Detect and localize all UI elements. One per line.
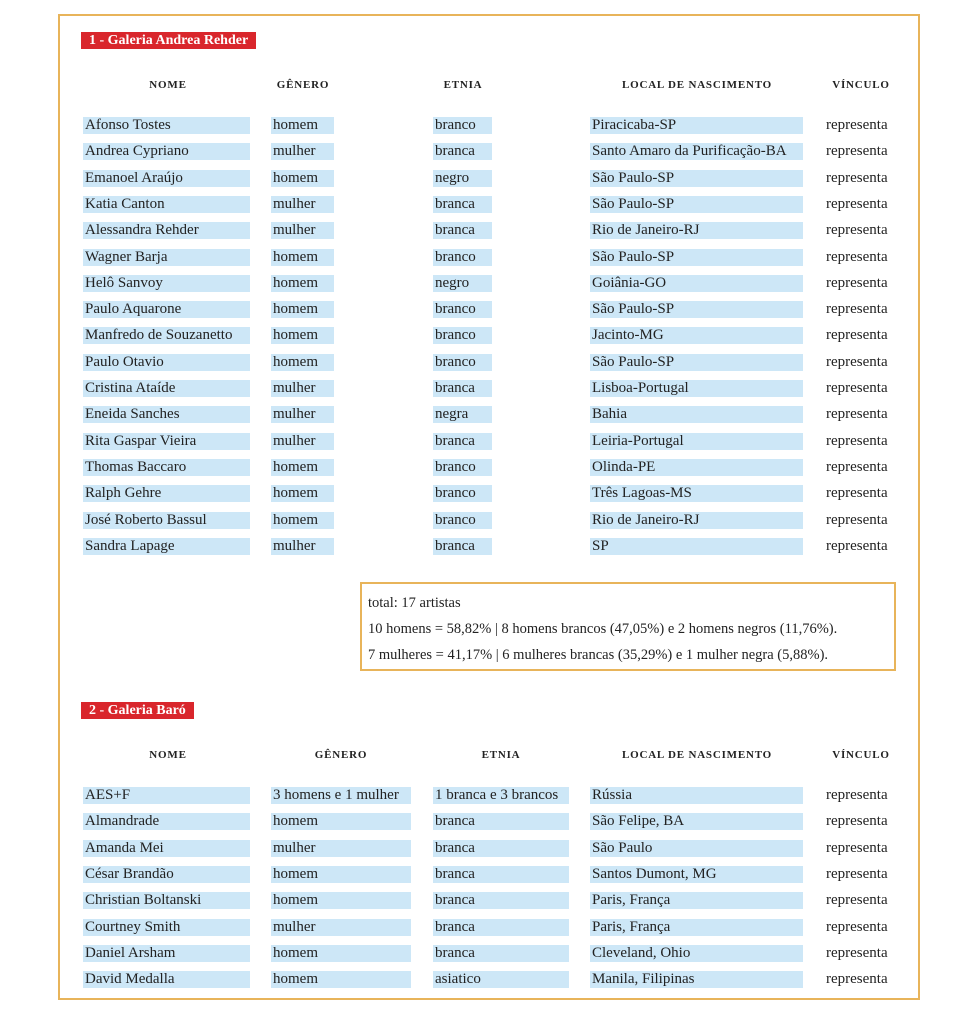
cell-name: Christian Boltanski <box>83 892 250 909</box>
header-link: VÍNCULO <box>832 749 890 761</box>
cell-birthplace: São Paulo-SP <box>590 249 803 266</box>
cell-birthplace: Olinda-PE <box>590 459 803 476</box>
cell-ethnicity: branca <box>433 380 492 397</box>
cell-name: Katia Canton <box>83 196 250 213</box>
cell-birthplace: Paris, França <box>590 892 803 909</box>
cell-gender: homem <box>271 813 411 830</box>
cell-gender: mulher <box>271 840 411 857</box>
cell-link: representa <box>826 406 888 423</box>
header-ethnicity: ETNIA <box>481 749 521 761</box>
cell-gender: homem <box>271 301 334 318</box>
cell-birthplace: Lisboa-Portugal <box>590 380 803 397</box>
cell-birthplace: Piracicaba-SP <box>590 117 803 134</box>
cell-link: representa <box>826 117 888 133</box>
cell-birthplace: São Felipe, BA <box>590 813 803 830</box>
cell-name: Alessandra Rehder <box>83 222 250 239</box>
cell-birthplace: Santos Dumont, MG <box>590 866 803 883</box>
cell-birthplace: Santo Amaro da Purificação-BA <box>590 143 803 160</box>
totals-box <box>360 582 896 671</box>
cell-ethnicity: negra <box>433 406 492 423</box>
cell-birthplace: Leiria-Portugal <box>590 433 803 450</box>
cell-ethnicity: branca <box>433 866 569 883</box>
cell-link: representa <box>826 248 888 265</box>
cell-name: Almandrade <box>83 813 250 830</box>
cell-name: Sandra Lapage <box>83 538 250 555</box>
cell-ethnicity: negro <box>433 275 492 292</box>
cell-ethnicity: 1 branca e 3 brancos <box>433 787 569 804</box>
cell-link: representa <box>826 787 888 803</box>
cell-birthplace: Cleveland, Ohio <box>590 945 803 962</box>
totals-line-2: 10 homens = 58,82% | 8 homens brancos (47,05%) e 2 homens negros (11,76%). <box>368 621 838 637</box>
cell-birthplace: São Paulo-SP <box>590 354 803 371</box>
cell-birthplace: Jacinto-MG <box>590 327 803 344</box>
cell-name: Paulo Otavio <box>83 354 250 371</box>
cell-gender: mulher <box>271 222 334 239</box>
cell-ethnicity: branca <box>433 919 569 936</box>
cell-link: representa <box>826 511 888 528</box>
cell-ethnicity: branco <box>433 512 492 529</box>
header-name: NOME <box>149 749 187 761</box>
cell-name: José Roberto Bassul <box>83 512 250 529</box>
cell-gender: mulher <box>271 196 334 213</box>
cell-ethnicity: branco <box>433 354 492 371</box>
cell-link: representa <box>826 353 888 370</box>
cell-link: representa <box>826 327 888 344</box>
cell-name: Rita Gaspar Vieira <box>83 433 250 450</box>
cell-link: representa <box>826 169 888 186</box>
cell-gender: mulher <box>271 380 334 397</box>
cell-ethnicity: branca <box>433 222 492 239</box>
header-birthplace: LOCAL DE NASCIMENTO <box>621 749 773 761</box>
cell-gender: homem <box>271 512 334 529</box>
cell-birthplace: São Paulo-SP <box>590 170 803 187</box>
cell-name: Helô Sanvoy <box>83 275 250 292</box>
cell-name: Amanda Mei <box>83 840 250 857</box>
cell-ethnicity: branca <box>433 945 569 962</box>
cell-link: representa <box>826 839 888 856</box>
cell-ethnicity: branco <box>433 485 492 502</box>
cell-link: representa <box>826 813 888 830</box>
cell-link: representa <box>826 944 888 961</box>
cell-name: Ralph Gehre <box>83 485 250 502</box>
cell-ethnicity: branco <box>433 459 492 476</box>
cell-link: representa <box>826 274 888 291</box>
cell-link: representa <box>826 865 888 882</box>
cell-birthplace: Paris, França <box>590 919 803 936</box>
cell-gender: homem <box>271 866 411 883</box>
cell-gender: homem <box>271 485 334 502</box>
totals-line-3: 7 mulheres = 41,17% | 6 mulheres brancas (35,29%) e 1 mulher negra (5,88%). <box>368 647 829 663</box>
cell-link: representa <box>826 195 888 212</box>
cell-gender: homem <box>271 354 334 371</box>
cell-name: Wagner Barja <box>83 249 250 266</box>
cell-link: representa <box>826 537 888 554</box>
cell-ethnicity: branca <box>433 538 492 555</box>
cell-gender: 3 homens e 1 mulher <box>271 787 411 804</box>
cell-name: Daniel Arsham <box>83 945 250 962</box>
cell-ethnicity: branca <box>433 143 492 160</box>
cell-gender: homem <box>271 249 334 266</box>
cell-gender: homem <box>271 275 334 292</box>
header-gender: GÊNERO <box>314 749 368 761</box>
cell-name: Afonso Tostes <box>83 117 250 134</box>
cell-birthplace: SP <box>590 538 803 555</box>
cell-link: representa <box>826 222 888 239</box>
cell-birthplace: São Paulo-SP <box>590 196 803 213</box>
cell-ethnicity: branca <box>433 892 569 909</box>
cell-ethnicity: branco <box>433 301 492 318</box>
cell-birthplace: Manila, Filipinas <box>590 971 803 988</box>
cell-ethnicity: asiatico <box>433 971 569 988</box>
cell-link: representa <box>826 892 888 909</box>
section-2-title: 2 - Galeria Baró <box>81 702 194 719</box>
cell-birthplace: Goiânia-GO <box>590 275 803 292</box>
cell-name: Emanoel Araújo <box>83 170 250 187</box>
cell-gender: mulher <box>271 406 334 423</box>
cell-link: representa <box>826 143 888 160</box>
cell-link: representa <box>826 301 888 318</box>
cell-gender: mulher <box>271 538 334 555</box>
cell-link: representa <box>826 432 888 449</box>
cell-name: Courtney Smith <box>83 919 250 936</box>
cell-gender: homem <box>271 971 411 988</box>
cell-link: representa <box>826 380 888 396</box>
header-link: VÍNCULO <box>832 79 890 91</box>
cell-gender: homem <box>271 459 334 476</box>
cell-birthplace: Bahia <box>590 406 803 423</box>
cell-birthplace: Rio de Janeiro-RJ <box>590 222 803 239</box>
header-gender: GÊNERO <box>276 79 330 91</box>
cell-link: representa <box>826 918 888 935</box>
cell-gender: mulher <box>271 433 334 450</box>
cell-name: Thomas Baccaro <box>83 459 250 476</box>
header-name: NOME <box>149 79 187 91</box>
cell-gender: homem <box>271 117 334 134</box>
cell-name: Cristina Ataíde <box>83 380 250 397</box>
cell-gender: mulher <box>271 919 411 936</box>
cell-link: representa <box>826 971 888 988</box>
cell-ethnicity: branca <box>433 840 569 857</box>
cell-birthplace: São Paulo-SP <box>590 301 803 318</box>
cell-name: Andrea Cypriano <box>83 143 250 160</box>
cell-ethnicity: branca <box>433 196 492 213</box>
cell-name: César Brandão <box>83 866 250 883</box>
cell-gender: homem <box>271 327 334 344</box>
cell-birthplace: Três Lagoas-MS <box>590 485 803 502</box>
cell-name: Paulo Aquarone <box>83 301 250 318</box>
cell-birthplace: Rússia <box>590 787 803 804</box>
cell-gender: homem <box>271 170 334 187</box>
cell-name: Manfredo de Souzanetto <box>83 327 250 344</box>
cell-ethnicity: branco <box>433 117 492 134</box>
cell-link: representa <box>826 458 888 475</box>
header-ethnicity: ETNIA <box>443 79 483 91</box>
cell-birthplace: São Paulo <box>590 840 803 857</box>
header-birthplace: LOCAL DE NASCIMENTO <box>621 79 773 91</box>
cell-ethnicity: branco <box>433 249 492 266</box>
cell-ethnicity: branca <box>433 433 492 450</box>
cell-gender: homem <box>271 945 411 962</box>
cell-ethnicity: negro <box>433 170 492 187</box>
section-1-title: 1 - Galeria Andrea Rehder <box>81 32 256 49</box>
cell-name: David Medalla <box>83 971 250 988</box>
totals-line-1: total: 17 artistas <box>368 595 461 611</box>
cell-birthplace: Rio de Janeiro-RJ <box>590 512 803 529</box>
cell-gender: homem <box>271 892 411 909</box>
cell-name: Eneida Sanches <box>83 406 250 423</box>
cell-link: representa <box>826 485 888 502</box>
cell-gender: mulher <box>271 143 334 160</box>
cell-name: AES+F <box>83 787 250 804</box>
cell-ethnicity: branco <box>433 327 492 344</box>
cell-ethnicity: branca <box>433 813 569 830</box>
